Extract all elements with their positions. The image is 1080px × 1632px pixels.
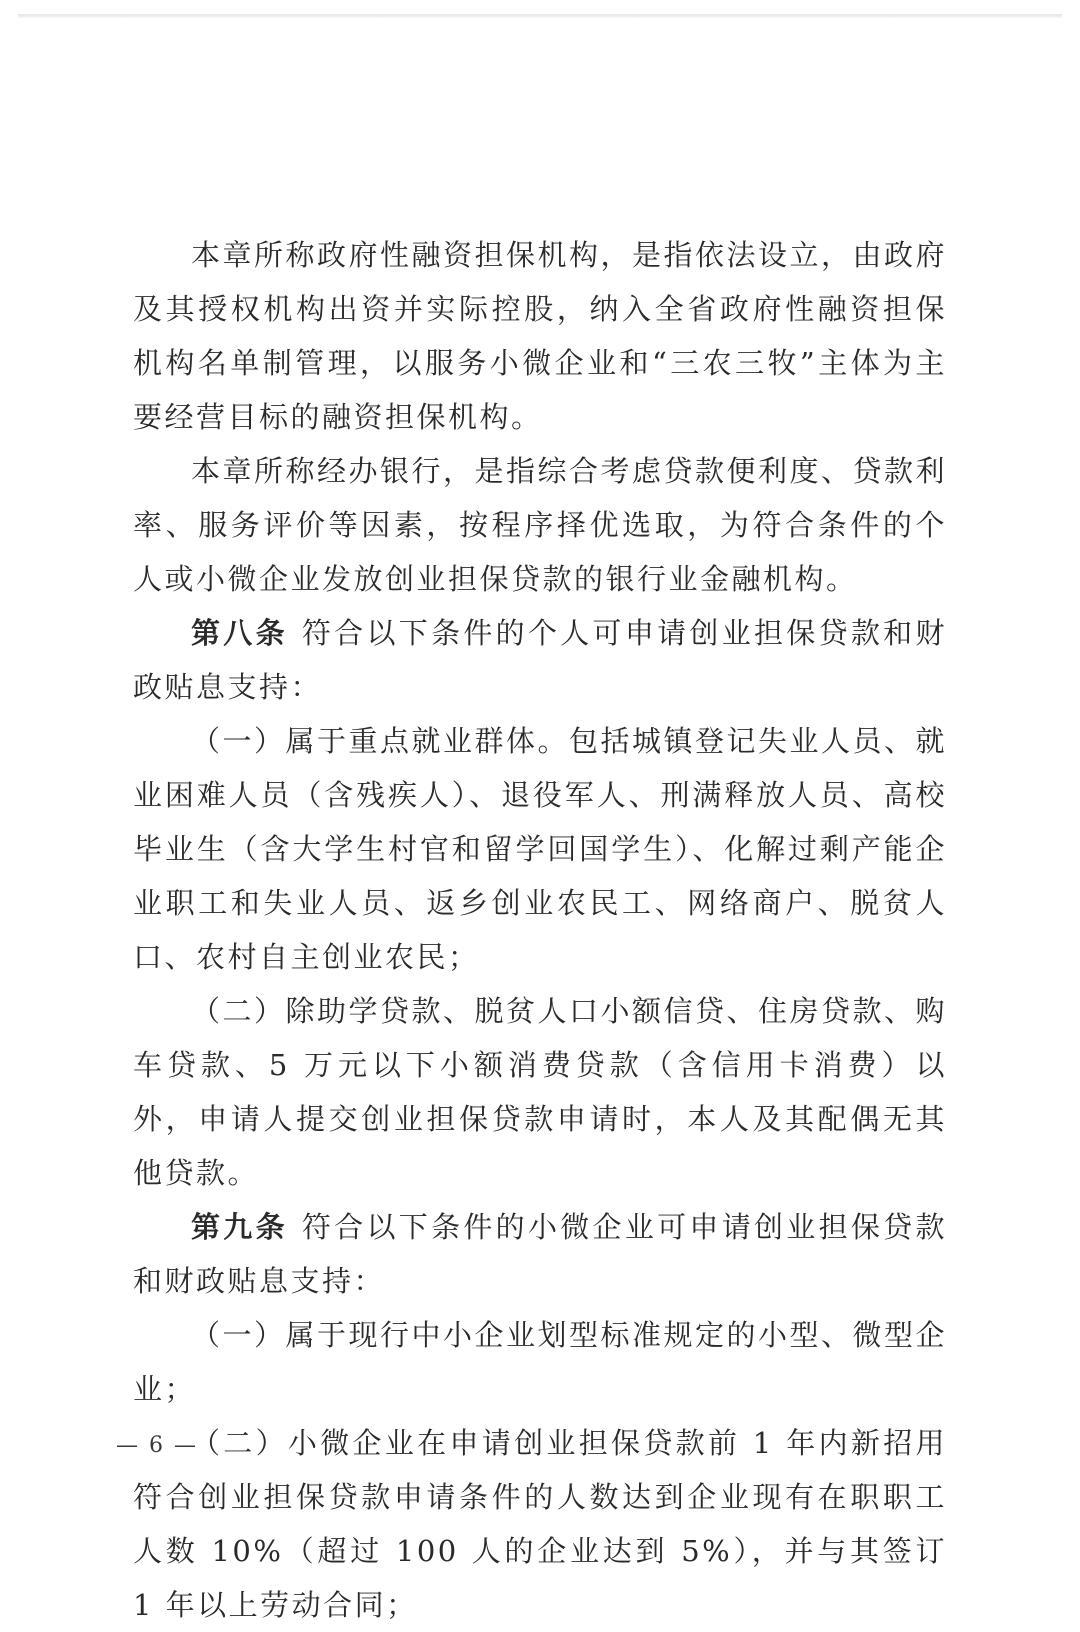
page-number: — 6 — <box>116 1433 198 1458</box>
paragraph-article-9-item-1 <box>133 1308 947 1416</box>
paragraph-article-8 <box>133 606 947 714</box>
paragraph-article-8-item-1 <box>133 714 947 984</box>
paragraph-article-9-item-2 <box>133 1416 947 1632</box>
document-body <box>133 228 947 1632</box>
paragraph-text: （二）除助学贷款、脱贫人口小额信贷、住房贷款、购车贷款、5 万元以下小额消费贷款（含信用卡消费）以外，申请人提交创业担保贷款申请时，本人及其配偶无其他贷款。 <box>133 994 948 1190</box>
paragraph-text: 本章所称政府性融资担保机构，是指依法设立，由政府及其授权机构出资并实际控股，纳入全省政府性融资担保机构名单制管理，以服务小微企业和“三农三牧”主体为主要经营目标的融资担保机构。 <box>133 238 948 434</box>
paragraph-article-9 <box>133 1200 947 1308</box>
paragraph-article-8-item-2 <box>133 984 947 1200</box>
paragraph-text: 本章所称经办银行，是指综合考虑贷款便利度、贷款利率、服务评价等因素，按程序择优选取，为符合条件的个人或小微企业发放创业担保贷款的银行业金融机构。 <box>133 454 948 596</box>
paragraph-text: （二）小微企业在申请创业担保贷款前 1 年内新招用符合创业担保贷款申请条件的人数达到企业现有在职职工人数 10%（超过 100 人的企业达到 5%），并与其签订 1 年以上劳动合同； <box>133 1426 947 1622</box>
paragraph-text: （一）属于重点就业群体。包括城镇登记失业人员、就业困难人员（含残疾人）、退役军人、刑满释放人员、高校毕业生（含大学生村官和留学回国学生）、化解过剩产能企业职工和失业人员、返乡创业农民工、网络商户、脱贫人口、农村自主创业农民； <box>133 724 948 974</box>
paragraph-text: 符合以下条件的小微企业可申请创业担保贷款和财政贴息支持： <box>133 1210 947 1298</box>
paragraph-text: （一）属于现行中小企业划型标准规定的小型、微型企业； <box>133 1318 948 1406</box>
paragraph-guarantee-institution-definition <box>133 228 947 444</box>
article-9-title: 第九条 <box>191 1210 288 1244</box>
article-8-title: 第八条 <box>191 616 288 650</box>
scan-edge <box>18 14 1062 18</box>
paragraph-text: 符合以下条件的个人可申请创业担保贷款和财政贴息支持： <box>133 616 947 704</box>
paragraph-handling-bank-definition <box>133 444 947 606</box>
